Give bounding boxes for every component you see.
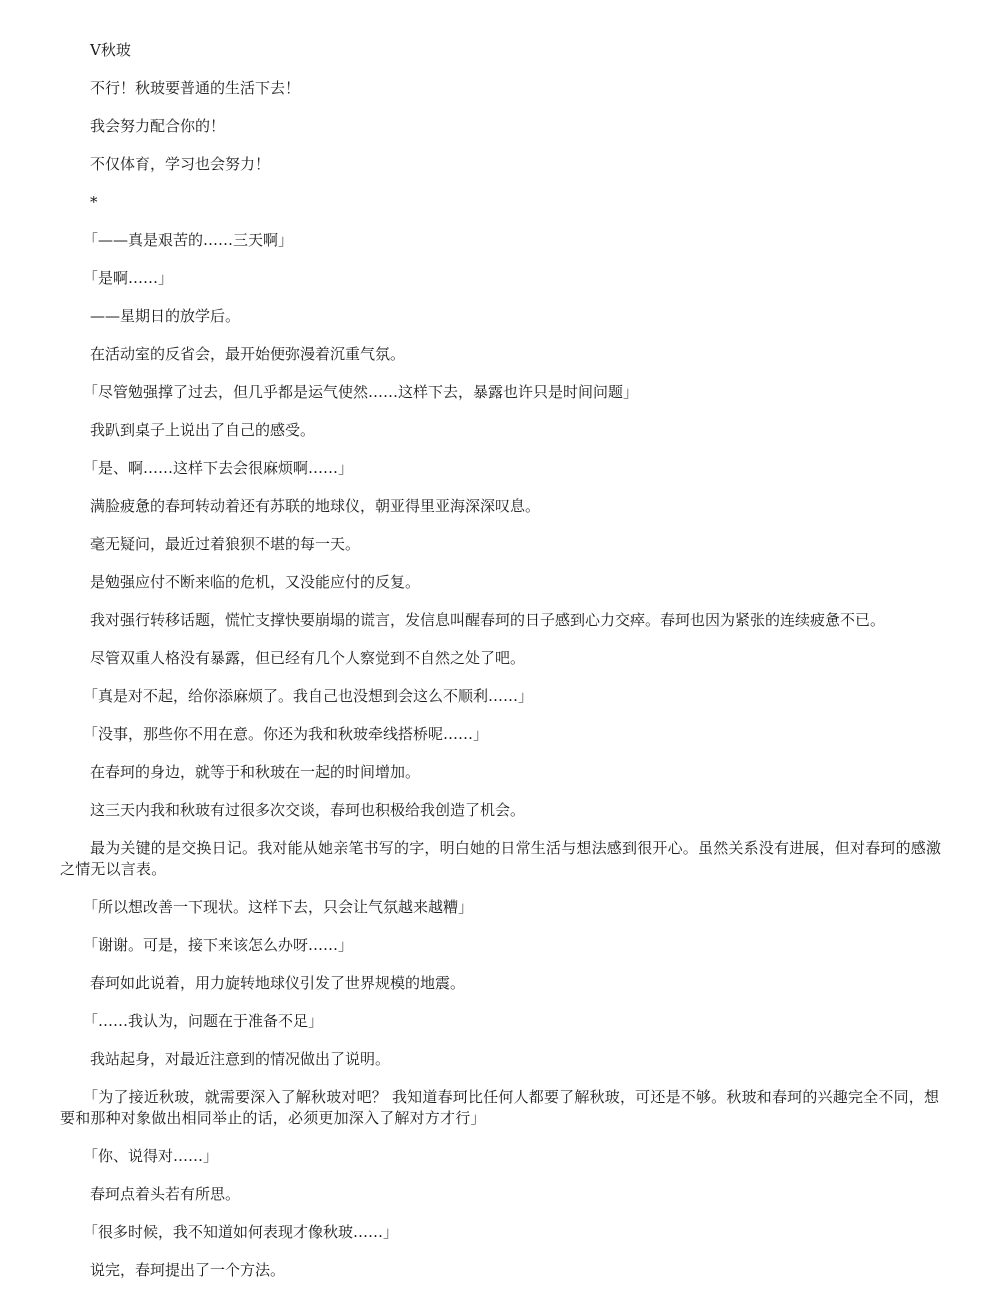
paragraph: 在活动室的反省会，最开始便弥漫着沉重气氛。: [90, 345, 406, 363]
paragraph: 我对强行转移话题，慌忙支撑快要崩塌的谎言，发信息叫醒春珂的日子感到心力交瘁。春珂也因为紧张的连续疲惫不已。: [90, 611, 886, 629]
dialogue-paragraph: 「很多时候，我不知道如何表现才像秋玻……」: [83, 1223, 399, 1241]
paragraph: 说完，春珂提出了一个方法。: [90, 1261, 286, 1279]
scene-break: *: [90, 193, 98, 211]
dialogue-paragraph: 「尽管勉强撑了过去，但几乎都是运气使然……这样下去，暴露也许只是时间问题」: [83, 383, 639, 401]
paragraph: 我会努力配合你的！: [90, 117, 226, 135]
paragraph: 不行！秋玻要普通的生活下去！: [90, 79, 301, 97]
dialogue-paragraph: 「是、啊……这样下去会很麻烦啊……」: [83, 459, 354, 477]
paragraph: 是勉强应付不断来临的危机，又没能应付的反复。: [90, 573, 421, 591]
dialogue-paragraph: 「……我认为，问题在于准备不足」: [83, 1012, 324, 1030]
paragraph: ——星期日的放学后。: [90, 307, 241, 325]
dialogue-paragraph: 「——真是艰苦的……三天啊」: [83, 231, 294, 249]
paragraph: 在春珂的身边，就等于和秋玻在一起的时间增加。: [90, 763, 421, 781]
paragraph: V秋玻: [90, 41, 131, 59]
paragraph: 最为关键的是交换日记。我对能从她亲笔书写的字，明白她的日常生活与想法感到很开心。虽然关系没有进展，但对春珂的感激之情无以言表。: [60, 839, 942, 878]
paragraph: 我站起身，对最近注意到的情况做出了说明。: [90, 1050, 391, 1068]
dialogue-paragraph: 「是啊……」: [83, 269, 174, 287]
paragraph: 我趴到桌子上说出了自己的感受。: [90, 421, 316, 439]
dialogue-paragraph: 「谢谢。可是，接下来该怎么办呀……」: [83, 936, 354, 954]
document-page: [60, 40, 950, 1298]
dialogue-paragraph: 「没事，那些你不用在意。你还为我和秋玻牵线搭桥呢……」: [83, 725, 489, 743]
paragraph: 满脸疲惫的春珂转动着还有苏联的地球仪，朝亚得里亚海深深叹息。: [90, 497, 541, 515]
dialogue-paragraph: 「你、说得对……」: [83, 1147, 219, 1165]
dialogue-paragraph: 「真是对不起，给你添麻烦了。我自己也没想到会这么不顺利……」: [83, 687, 534, 705]
paragraph: 这三天内我和秋玻有过很多次交谈，春珂也积极给我创造了机会。: [90, 801, 526, 819]
paragraph: 尽管双重人格没有暴露，但已经有几个人察觉到不自然之处了吧。: [90, 649, 526, 667]
dialogue-paragraph: 「为了接近秋玻，就需要深入了解秋玻对吧？ 我知道春珂比任何人都要了解秋玻，可还是不够。秋玻和春珂的兴趣完全不同，想要和那种对象做出相同举止的话，必须更加深入了解对方才行」: [60, 1088, 940, 1127]
paragraph: 不仅体育，学习也会努力！: [90, 155, 271, 173]
paragraph: 毫无疑问，最近过着狼狈不堪的每一天。: [90, 535, 361, 553]
dialogue-paragraph: 「所以想改善一下现状。这样下去，只会让气氛越来越糟」: [83, 898, 474, 916]
paragraph: 春珂如此说着，用力旋转地球仪引发了世界规模的地震。: [90, 974, 466, 992]
paragraph: 春珂点着头若有所思。: [90, 1185, 241, 1203]
